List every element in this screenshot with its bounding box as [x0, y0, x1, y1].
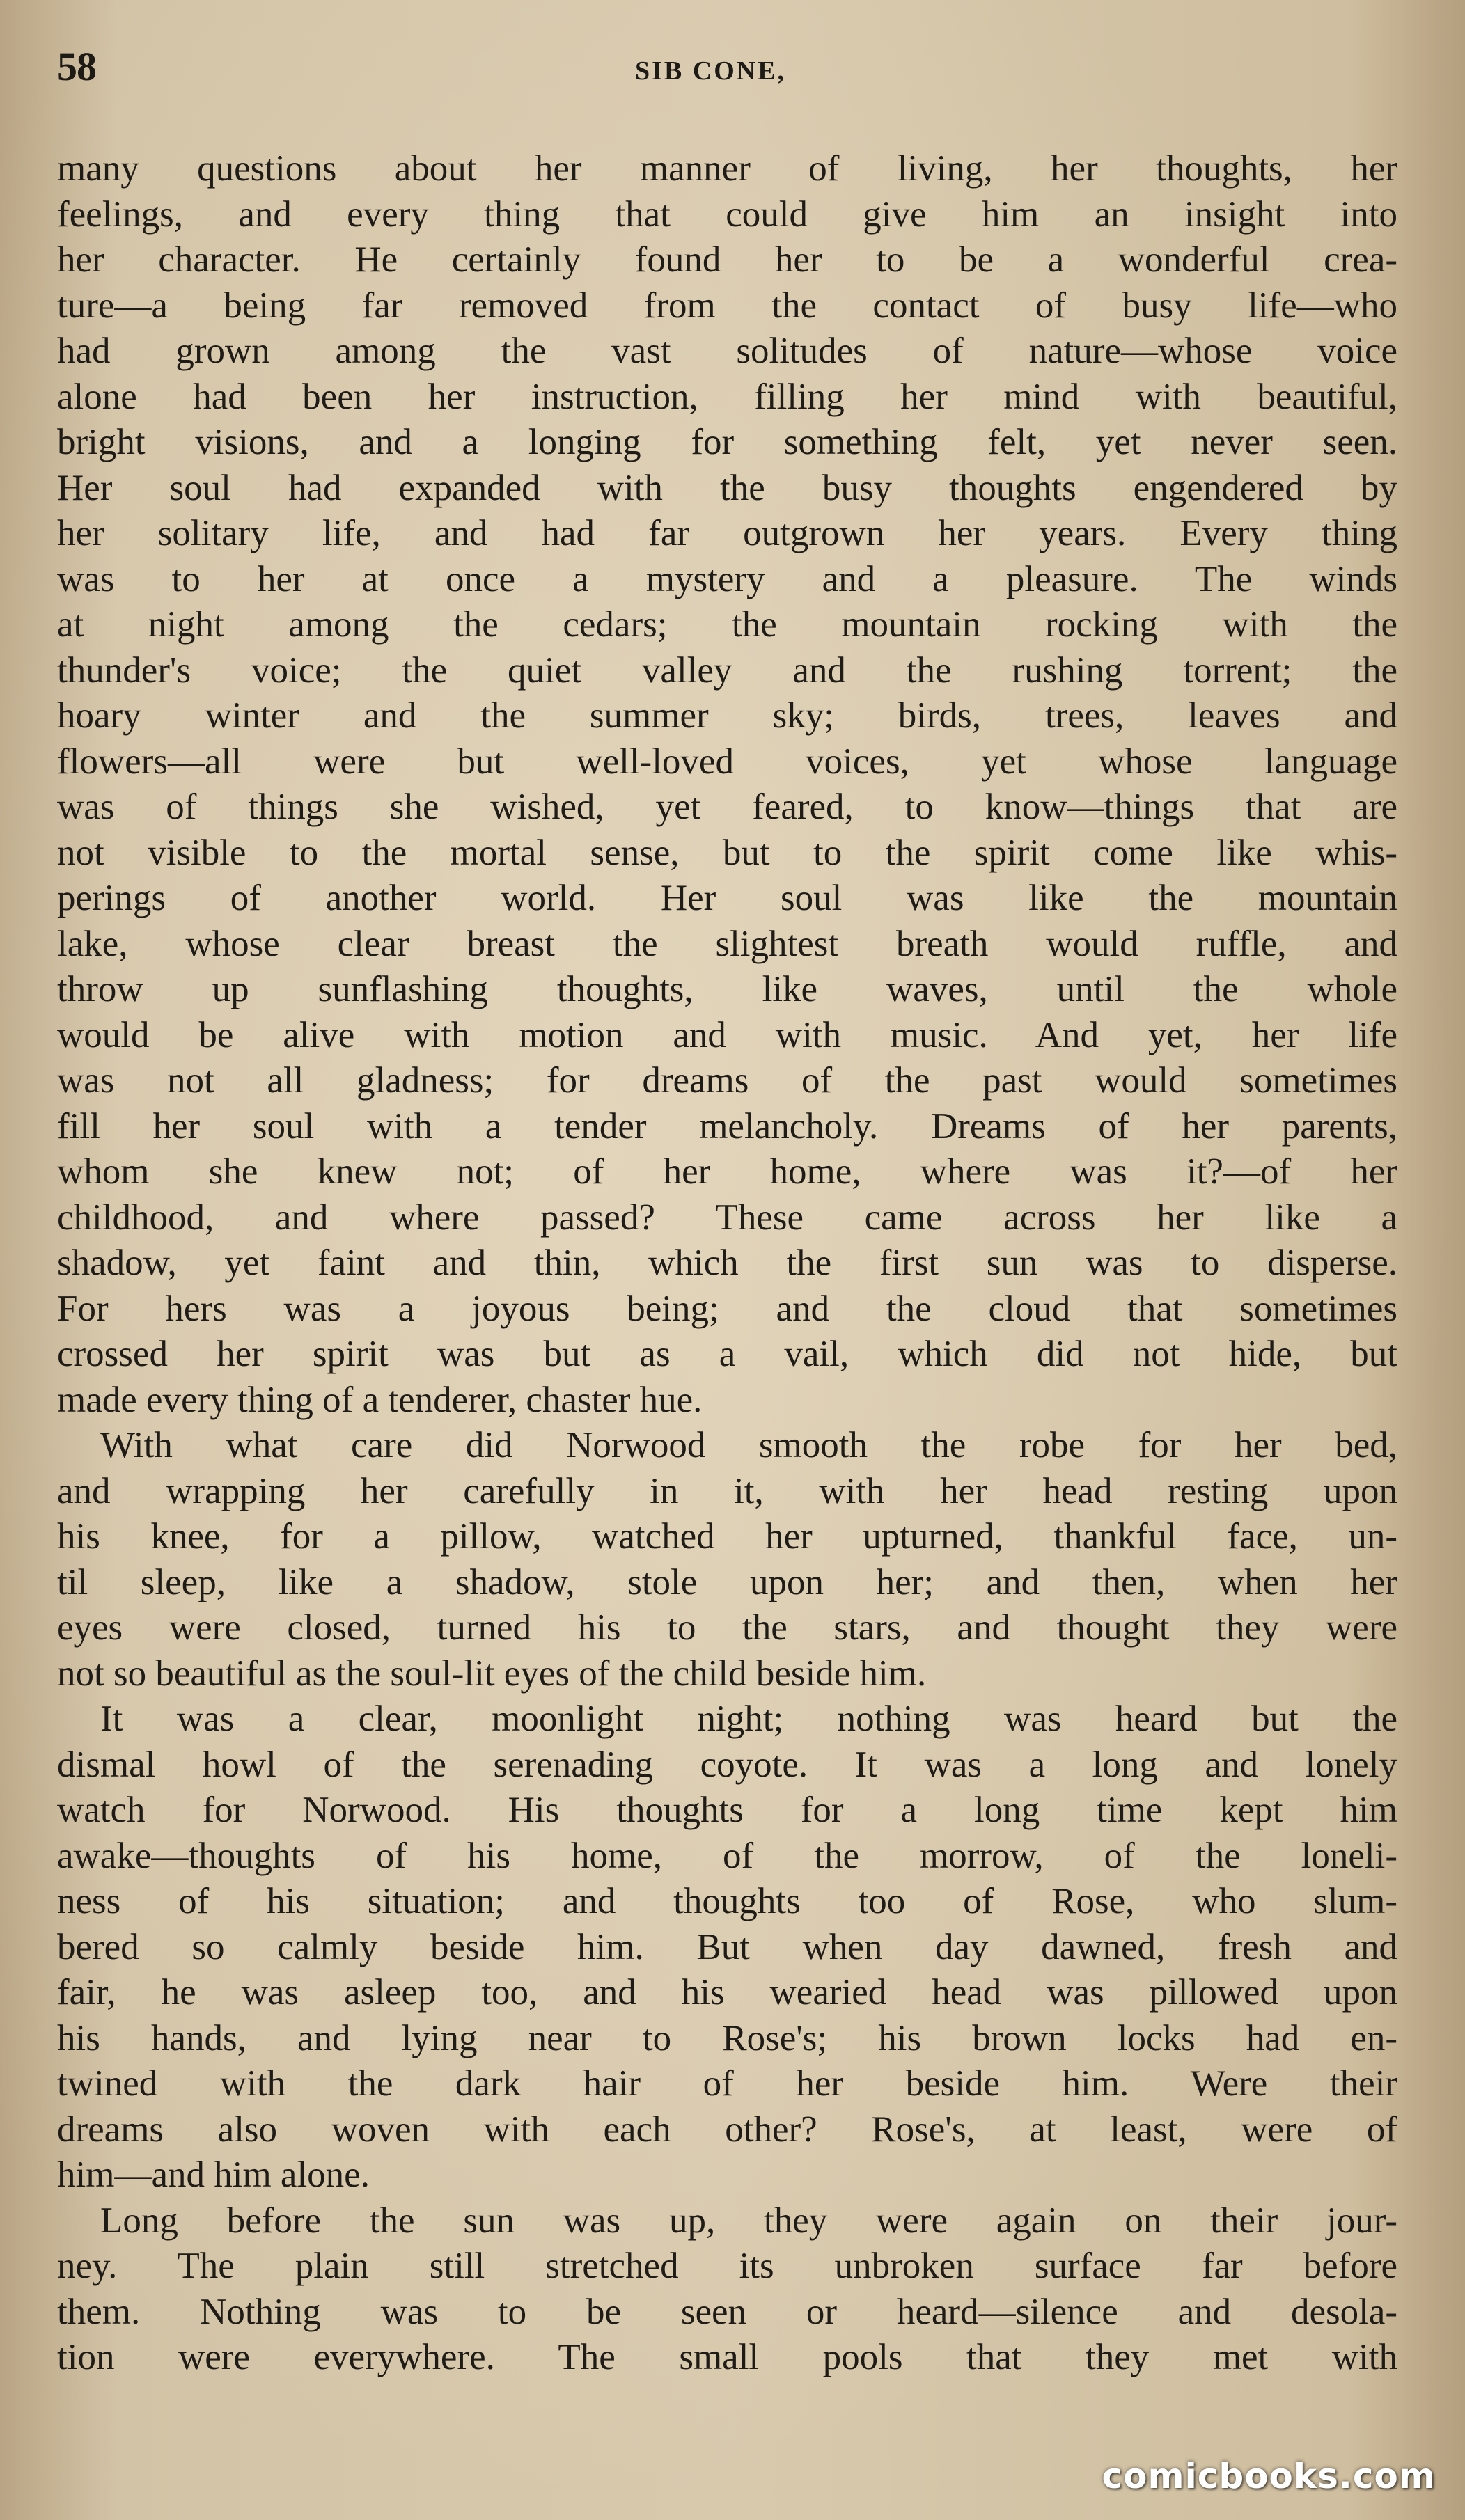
text-line: flowers—all were but well-loved voices, yet whose language — [57, 741, 1397, 782]
text-line: awake—thoughts of his home, of the morrow, of the loneli- — [57, 1835, 1397, 1876]
text-line: was not all gladness; for dreams of the past would sometimes — [57, 1060, 1397, 1101]
text-line: at night among the cedars; the mountain rocking with the — [57, 604, 1397, 645]
text-line: them. Nothing was to be seen or heard—silence and desola- — [57, 2291, 1397, 2332]
text-line: whom she knew not; of her home, where was it?—of her — [57, 1151, 1397, 1192]
text-line: dismal howl of the serenading coyote. It was a long and lonely — [57, 1744, 1397, 1785]
page-number: 58 — [57, 44, 96, 89]
text-line: his hands, and lying near to Rose's; his brown locks had en- — [57, 2017, 1397, 2058]
text-line: til sleep, like a shadow, stole upon her; and then, when her — [57, 1561, 1397, 1602]
body-text — [57, 146, 1397, 2381]
watermark: comicbooks.com — [1102, 2456, 1436, 2496]
text-line: her solitary life, and had far outgrown her years. Every thing — [57, 513, 1397, 553]
text-line: would be alive with motion and with music. And yet, her life — [57, 1014, 1397, 1055]
paragraph-start-line: With what care did Norwood smooth the robe for her bed, — [100, 1425, 1397, 1465]
paragraph-end-line: made every thing of a tenderer, chaster hue. — [57, 1379, 703, 1420]
text-line: not visible to the mortal sense, but to the spirit come like whis- — [57, 832, 1397, 873]
text-line: her character. He certainly found her to be a wonderful crea- — [57, 239, 1397, 280]
text-line: thunder's voice; the quiet valley and the rushing torrent; the — [57, 649, 1397, 691]
text-line: ney. The plain still stretched its unbroken surface far before — [57, 2246, 1397, 2286]
text-line: tion were everywhere. The small pools that they met with — [57, 2337, 1397, 2377]
text-line: twined with the dark hair of her beside him. Were their — [57, 2063, 1397, 2104]
running-title: SIB CONE, — [635, 56, 787, 86]
text-line: bright visions, and a longing for something felt, yet never seen. — [57, 422, 1397, 462]
running-head — [57, 43, 1408, 99]
text-line: dreams also woven with each other? Rose's, at least, were of — [57, 2109, 1397, 2150]
text-line: ness of his situation; and thoughts too of Rose, who slum- — [57, 1881, 1397, 1921]
text-line: fair, he was asleep too, and his wearied head was pillowed upon — [57, 1972, 1397, 2013]
text-line: fill her soul with a tender melancholy. Dreams of her parents, — [57, 1105, 1397, 1147]
text-line: many questions about her manner of living, her thoughts, her — [57, 148, 1397, 189]
text-line: feelings, and every thing that could give him an insight into — [57, 194, 1397, 235]
text-line: ture—a being far removed from the contact of busy life—who — [57, 285, 1397, 326]
text-line: and wrapping her carefully in it, with her head resting upon — [57, 1470, 1397, 1511]
text-line: watch for Norwood. His thoughts for a long time kept him — [57, 1790, 1397, 1830]
text-line: bered so calmly beside him. But when day dawned, fresh and — [57, 1926, 1397, 1967]
text-line: For hers was a joyous being; and the cloud that sometimes — [57, 1288, 1397, 1329]
text-line: Her soul had expanded with the busy thoughts engendered by — [57, 467, 1397, 508]
text-line: perings of another world. Her soul was like the mountain — [57, 878, 1397, 918]
text-line: throw up sunflashing thoughts, like waves, until the whole — [57, 969, 1397, 1009]
paragraph-start-line: Long before the sun was up, they were again on their jour- — [100, 2200, 1397, 2241]
text-line: was to her at once a mystery and a pleasure. The winds — [57, 558, 1397, 599]
text-line: was of things she wished, yet feared, to know—things that are — [57, 787, 1397, 827]
paragraph-end-line: him—and him alone. — [57, 2155, 370, 2195]
text-line: alone had been her instruction, filling her mind with beautiful, — [57, 376, 1397, 417]
text-line: hoary winter and the summer sky; birds, trees, leaves and — [57, 695, 1397, 736]
text-line: crossed her spirit was but as a vail, which did not hide, but — [57, 1334, 1397, 1374]
text-line: childhood, and where passed? These came across her like a — [57, 1197, 1397, 1238]
text-line: his knee, for a pillow, watched her upturned, thankful face, un- — [57, 1516, 1397, 1557]
paragraph-start-line: It was a clear, moonlight night; nothing was heard but the — [100, 1699, 1397, 1739]
text-line: lake, whose clear breast the slightest breath would ruffle, and — [57, 923, 1397, 964]
text-line: shadow, yet faint and thin, which the first sun was to disperse. — [57, 1243, 1397, 1283]
paragraph-end-line: not so beautiful as the soul-lit eyes of the child beside him. — [57, 1653, 927, 1694]
text-line: eyes were closed, turned his to the stars, and thought they were — [57, 1607, 1397, 1648]
text-line: had grown among the vast solitudes of nature—whose voice — [57, 331, 1397, 371]
